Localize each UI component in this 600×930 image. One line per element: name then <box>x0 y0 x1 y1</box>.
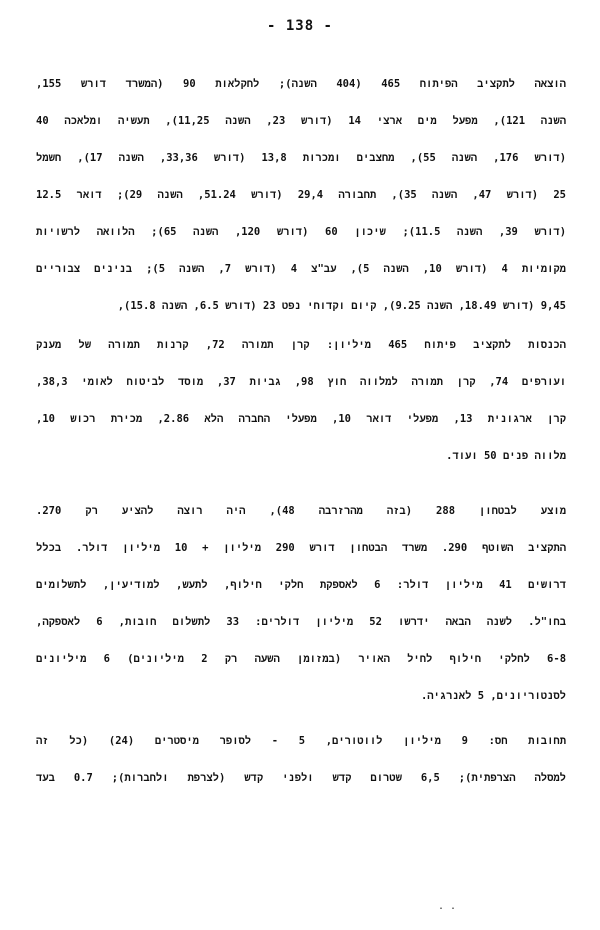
page-number: - 138 - <box>266 18 333 34</box>
text-line: למסלה הצרפתית); 6,5 שטרום קדש ולפני קדש (לצרפת ולחברות); 0.7 בעד <box>36 772 566 784</box>
text-line: בחו"ל. לשנה הבאה ידרשו 52 מיליון דולרים: 33 לתשלום חובות, 6 לאספקה, <box>36 616 566 628</box>
paragraph-development-income <box>36 327 566 475</box>
text-line: מלווה פנים 50 ועוד. <box>446 450 566 462</box>
text-line: 9,45 (דורש 18.49, השנה 9.25), קיום וקדוחי נפט 23 (דורש 6.5, השנה 15.8), <box>117 300 566 312</box>
paragraph-defense-budget <box>36 493 566 715</box>
text-line: הכנסות לתקציב פיתוח 465 מיליון: קרן תמורה 72, קרנות תמורה של מענק <box>36 339 566 351</box>
text-line: לסנטוריונים, 5 לאנרגיה. <box>420 690 566 702</box>
text-line: ועורפים 74, קרן תמורה למלווה חוץ 98, גביות 37, מוסד לביטוח לאומי 38,3, <box>36 376 566 388</box>
text-line: 25 (דורש 47, השנה 35), תחבורה 29,4 (דורש 51.24, השנה 29); דואר 12.5 <box>36 189 566 201</box>
text-line: השנה 121), מפעל מים ארצי 14 (דורש 23, השנה 11,25), תעשיה ומלאכה 40 <box>36 115 566 127</box>
text-line: הוצאה לתקציב הפיתוח 465 (404 השנה); לחקלאות 90 (המשרד דורש 155, <box>36 78 566 90</box>
text-line: מקומיות 4 (דורש 10, השנה 5), עב"צ 4 (דורש 7, השנה 5); בנינים צבוריים <box>36 263 566 275</box>
text-line: התקציב השוטף 290. משרד הבטחון דורש 290 מיליון + 10 מיליון דולר. בכלל <box>36 542 566 554</box>
text-line: 6-8 לחלקי חילוף לחיל האויר (במזומן השעה רק 2 מיליונים) 6 מיליונים <box>36 653 566 665</box>
text-line: מוצע לבטחון 288 (בזה מהרזרבה 48), היה רוצה להציע רק 270. <box>36 505 566 517</box>
paragraph-development-expenses <box>36 66 566 325</box>
text-line: תחובות חס: 9 מיליון לווטורים, 5 - לסופר מיסטרים (24) (כל זה <box>36 735 566 747</box>
paragraph-debts <box>36 723 566 797</box>
text-line: קרן ארגונית 13, מפעלי דואר 10, מפעלי החברה הלא 2.86, מכירת רכוש 10, <box>36 413 566 425</box>
text-line: (דורש 176, השנה 55), מחצבים ומכרות 13,8 (דורש 33,36, השנה 17), חשמל <box>36 152 566 164</box>
text-line: (דורש 39, השנה 11.5); שיכון 60 (דורש 120, השנה 65); הלוואה לרשויות <box>36 226 566 238</box>
text-line: דרושים 41 מיליון דולר: 6 לאספקת חלקי חילוף, לתעש, למודיעין, לתשלומים <box>36 579 566 591</box>
footer-mark: . . <box>438 901 457 912</box>
